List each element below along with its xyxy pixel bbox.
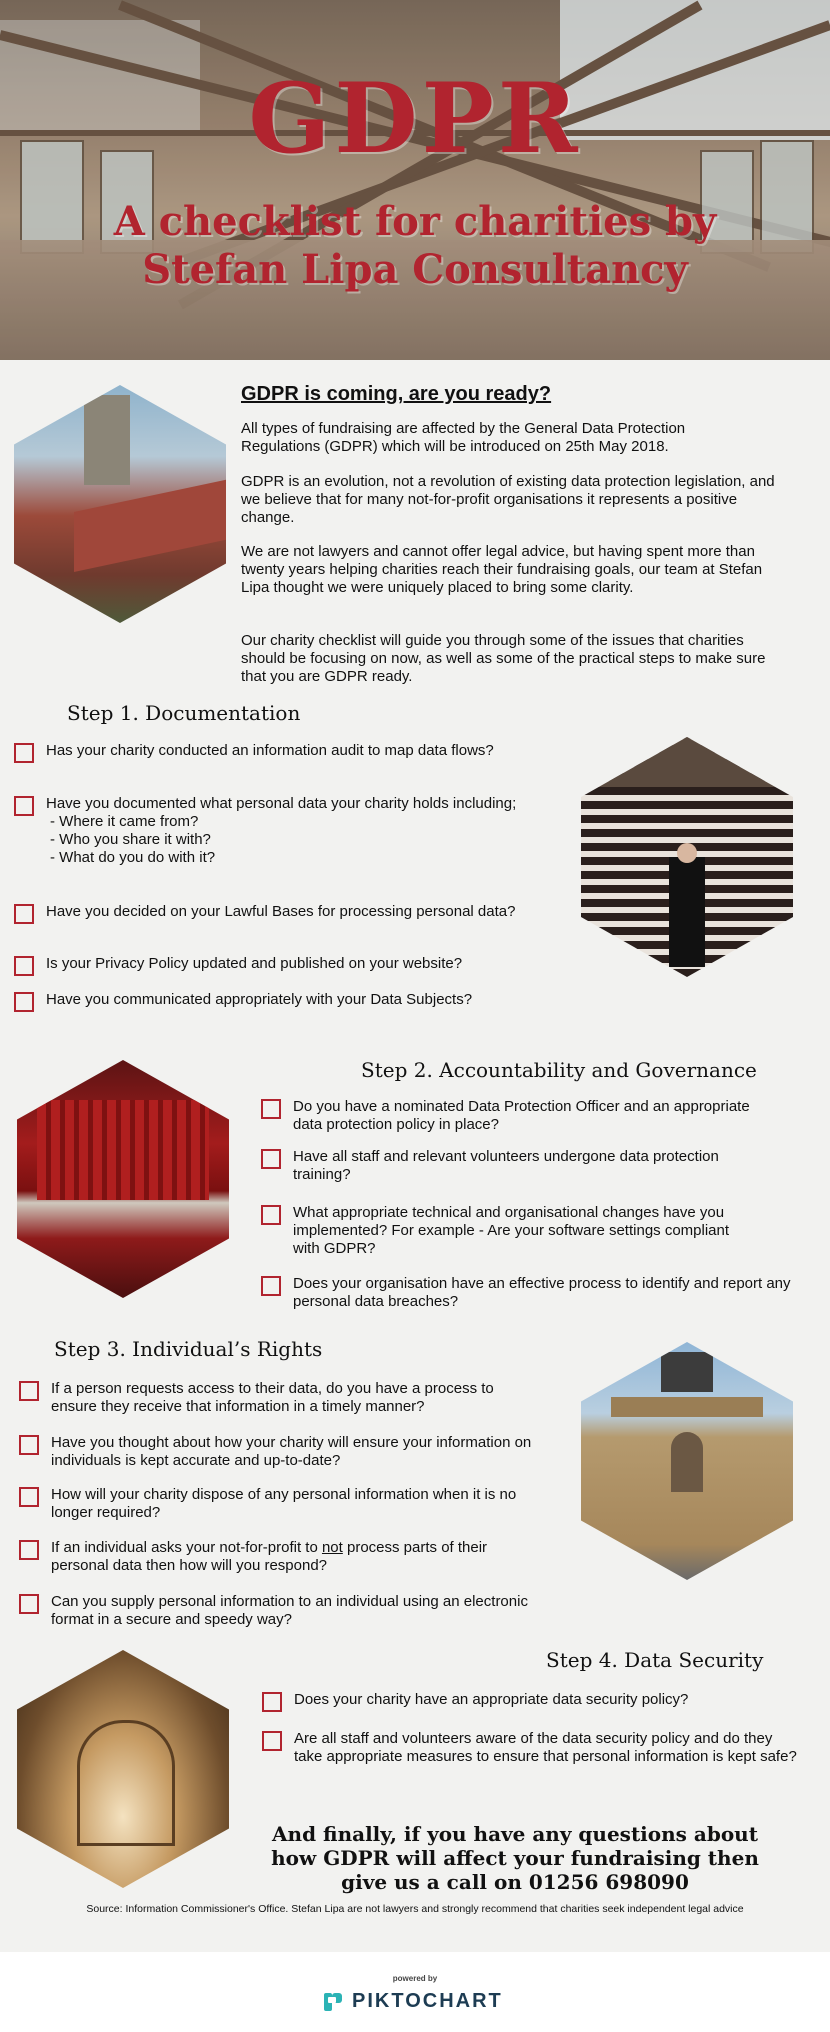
step1-item-3[interactable]: Have you decided on your Lawful Bases for processing personal data? [14, 903, 534, 924]
checkbox[interactable] [261, 1149, 281, 1169]
checkbox[interactable] [262, 1731, 282, 1751]
list-item: - Where it came from? [50, 813, 199, 830]
list-item: - What do you do with it? [50, 849, 216, 866]
checkbox[interactable] [261, 1205, 281, 1225]
town-hall-photo [581, 1342, 793, 1580]
piktochart-brand-name: PIKTOCHART [352, 1990, 503, 2012]
step3-item-5[interactable]: Can you supply personal information to an individual using an electronic format in a secure and speedy way? [19, 1593, 539, 1629]
intro-heading: GDPR is coming, are you ready? [241, 383, 552, 405]
step1-item-4[interactable]: Is your Privacy Policy updated and published on your website? [14, 955, 554, 976]
checkbox[interactable] [19, 1594, 39, 1614]
step4-item-2[interactable]: Are all staff and volunteers aware of the data security policy and do they take appropriate measures to ensure that personal information is kept safe? [262, 1730, 802, 1766]
intro-paragraph-1: All types of fundraising are affected by the General Data Protection Regulations (GDPR) which will be introduced on 25th May 2018. [241, 420, 686, 455]
step2-item-4[interactable]: Does your organisation have an effective process to identify and report any personal data breaches? [261, 1275, 801, 1311]
checkbox[interactable] [261, 1099, 281, 1119]
piktochart-logo[interactable] [322, 1990, 503, 2013]
step3-item-2[interactable]: Have you thought about how your charity will ensure your information on individuals is kept accurate and up-to-date? [19, 1434, 539, 1470]
list-item: - Who you share it with? [50, 831, 211, 848]
step3-item-3[interactable]: How will your charity dispose of any personal information when it is no longer required? [19, 1486, 559, 1522]
step2-heading: Step 2. Accountability and Governance [361, 1058, 757, 1082]
checkbox[interactable] [19, 1435, 39, 1455]
cloister-photo [17, 1650, 229, 1888]
hero-subtitle-line2: Stefan Lipa Consultancy [142, 246, 688, 293]
footer [0, 1952, 830, 2032]
powered-by-label: powered by [392, 1974, 438, 1983]
theatre-photo [17, 1060, 229, 1298]
checkbox[interactable] [14, 956, 34, 976]
hero-subtitle [0, 198, 830, 294]
intro-paragraph-4: Our charity checklist will guide you through some of the issues that charities should be focusing on now, as well as some of the practical steps to make sure that you are GDPR ready. [241, 632, 766, 685]
intro-paragraph-3: We are not lawyers and cannot offer legal advice, but having spent more than twenty years helping charities reach their fundraising goals, our team at Stefan Lipa thought we were uniquely placed to bring some clarity. [241, 543, 763, 596]
checkbox[interactable] [262, 1692, 282, 1712]
checkbox[interactable] [14, 992, 34, 1012]
hero-banner [0, 0, 830, 360]
intro-paragraph-2: GDPR is an evolution, not a revolution of existing data protection legislation, and we believe that for many not-for-profit organisations it represents a positive change. [241, 473, 775, 526]
checkbox[interactable] [14, 743, 34, 763]
checkbox[interactable] [19, 1540, 39, 1560]
checkbox[interactable] [19, 1381, 39, 1401]
step3-item-4[interactable]: If an individual asks your not-for-profit to not process parts of their personal data then how will you respond? [19, 1539, 539, 1575]
piktochart-icon [322, 1991, 344, 2013]
checkbox[interactable] [14, 796, 34, 816]
step4-item-1[interactable]: Does your charity have an appropriate data security policy? [262, 1691, 782, 1712]
step1-heading: Step 1. Documentation [67, 701, 301, 725]
checkbox[interactable] [261, 1276, 281, 1296]
step1-item-2[interactable]: Have you documented what personal data your charity holds including; - Where it came from? - Who you share it with? - What do you do with it? [14, 795, 534, 867]
checkbox[interactable] [19, 1487, 39, 1507]
step1-item-1[interactable]: Has your charity conducted an information audit to map data flows? [14, 742, 534, 763]
step2-item-3[interactable]: What appropriate technical and organisational changes have you implemented? For example - Are your software settings compliant with GDPR? [261, 1204, 741, 1258]
closing-message: And finally, if you have any questions about how GDPR will affect your fundraising then give us a call on 01256 698090 [271, 1822, 759, 1894]
step3-heading: Step 3. Individual’s Rights [54, 1337, 323, 1361]
step4-heading: Step 4. Data Security [546, 1648, 764, 1672]
checkbox[interactable] [14, 904, 34, 924]
step1-sub-list [46, 813, 516, 867]
step3-item-1[interactable]: If a person requests access to their data, do you have a process to ensure they receive that information in a timely manner? [19, 1380, 539, 1416]
church-photo [14, 385, 226, 623]
step1-item-5[interactable]: Have you communicated appropriately with your Data Subjects? [14, 991, 534, 1012]
hero-subtitle-line1: A checklist for charities by [113, 198, 717, 245]
hero-title: GDPR [248, 62, 582, 175]
choir-photo [581, 737, 793, 977]
step2-item-1[interactable]: Do you have a nominated Data Protection Officer and an appropriate data protection policy in place? [261, 1098, 761, 1134]
source-note: Source: Information Commissioner's Office. Stefan Lipa are not lawyers and strongly recommend that charities seek independent legal advice [86, 1903, 744, 1915]
step2-item-2[interactable]: Have all staff and relevant volunteers undergone data protection training? [261, 1148, 741, 1184]
